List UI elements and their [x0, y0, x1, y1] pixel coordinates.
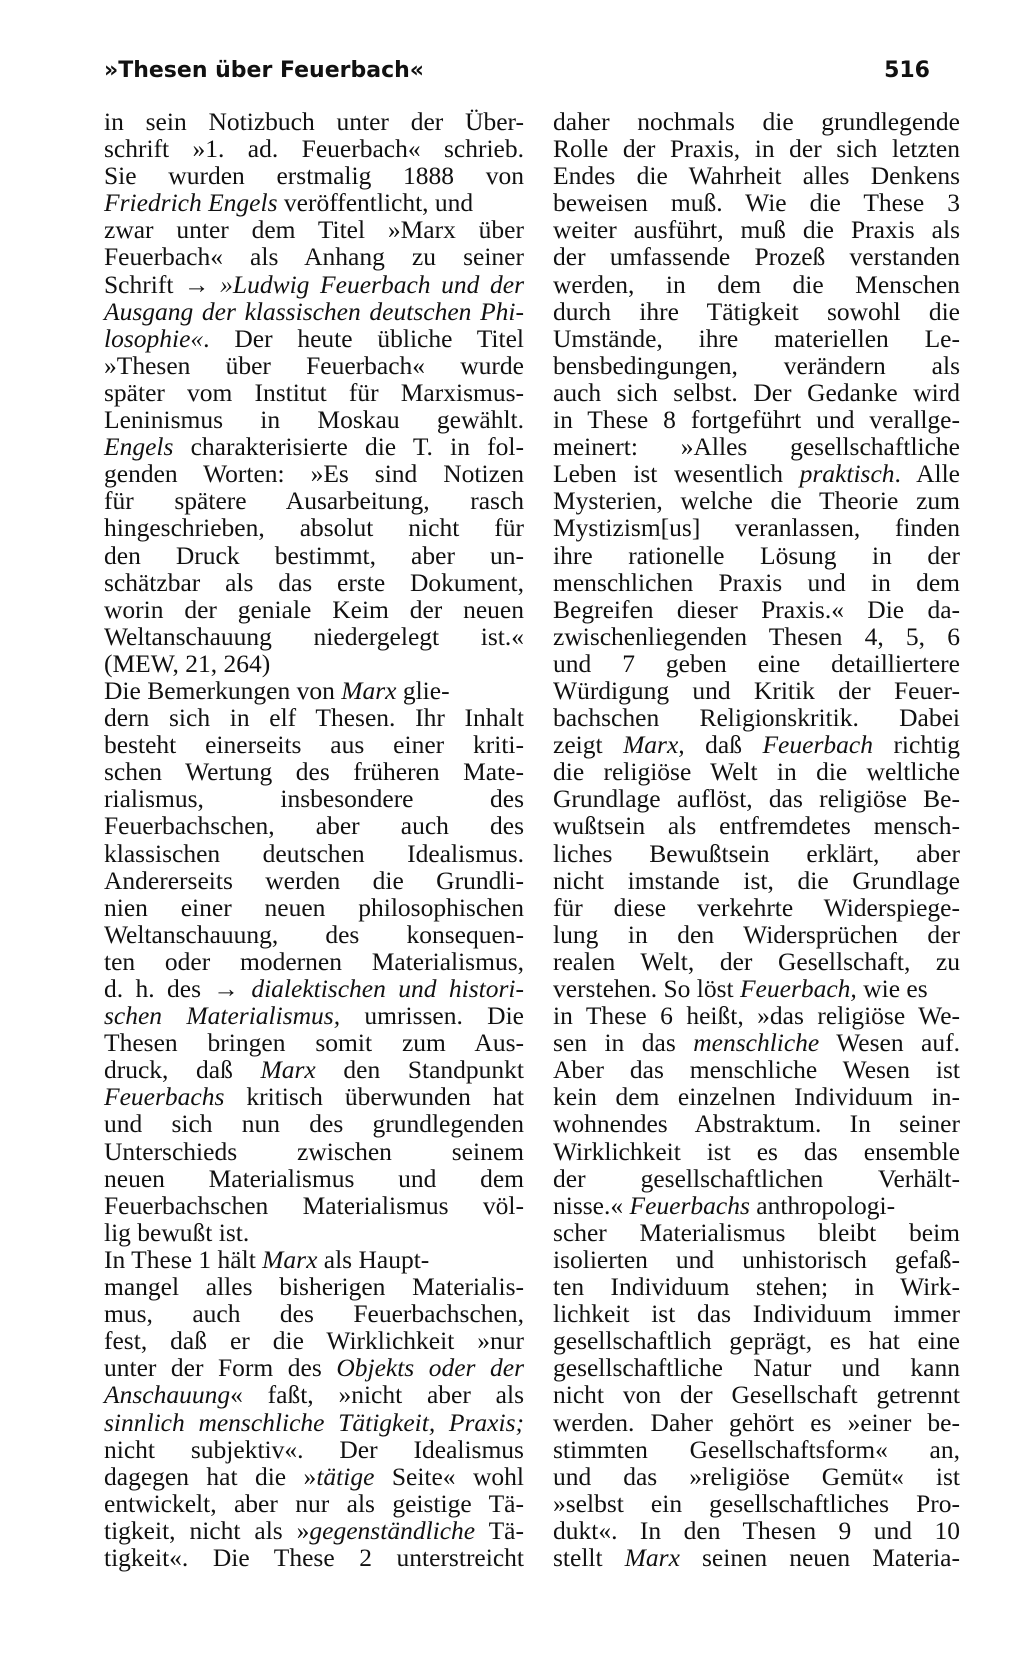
- text-line: [104, 189, 524, 216]
- text-segment: schen Wertung des früheren Mate-: [104, 757, 524, 787]
- text-line: [104, 1219, 524, 1246]
- text-segment: Endes die Wahrheit alles Denkens: [553, 161, 960, 191]
- text-line: [104, 352, 524, 379]
- text-segment: werden, in dem die Menschen: [553, 269, 960, 299]
- text-line: [553, 379, 960, 406]
- text-segment: meinert: »Alles gesellschaftliche: [553, 432, 960, 462]
- text-line: [553, 1056, 960, 1083]
- italic-text-segment: Feuerbach: [762, 730, 873, 760]
- text-segment: rialismus, insbesondere des: [104, 784, 524, 814]
- text-line: [553, 243, 960, 270]
- text-segment: . Alle: [894, 459, 960, 489]
- text-segment: scher Materialismus bleibt beim: [553, 1217, 960, 1247]
- italic-text-segment: Friedrich Engels: [104, 188, 278, 218]
- text-line: [104, 840, 524, 867]
- text-line: [104, 975, 524, 1002]
- text-line: [553, 406, 960, 433]
- text-segment: Unterschieds zwischen seinem: [104, 1136, 524, 1166]
- text-line: [553, 785, 960, 812]
- italic-text-segment: Feuerbach,: [739, 974, 857, 1003]
- text-line: [104, 812, 524, 839]
- text-segment: liches Bewußtsein erklärt, aber: [553, 838, 960, 868]
- text-line: [553, 623, 960, 650]
- text-segment: die religiöse Welt in die weltliche: [553, 757, 960, 787]
- text-segment: Thesen bringen somit zum Aus-: [104, 1028, 524, 1058]
- text-line: [553, 433, 960, 460]
- text-line: [553, 731, 960, 758]
- text-segment: bachschen Religionskritik. Dabei: [553, 703, 960, 733]
- text-line: [553, 650, 960, 677]
- italic-text-segment: Marx: [260, 1055, 316, 1085]
- text-line: [553, 1517, 960, 1544]
- text-segment: Feuerbachschen Materialismus völ-: [104, 1190, 524, 1220]
- text-line: [553, 812, 960, 839]
- text-line: [553, 1409, 960, 1436]
- text-line: [104, 162, 524, 189]
- text-segment: seinen neuen Materia-: [679, 1542, 960, 1572]
- text-segment: wohnendes Abstraktum. In seiner: [553, 1109, 960, 1139]
- text-line: [553, 975, 960, 1002]
- text-segment: stimmten Gesellschaftsform« an,: [553, 1434, 960, 1464]
- text-column-left: [104, 108, 524, 1571]
- text-segment: Feuerbachschen, aber auch des: [104, 811, 524, 841]
- text-segment: Seite« wohl: [374, 1461, 524, 1491]
- text-line: [104, 1138, 524, 1165]
- text-line: [104, 406, 524, 433]
- text-segment: lig bewußt ist.: [104, 1217, 250, 1247]
- text-line: [104, 135, 524, 162]
- text-segment: den Standpunkt: [315, 1055, 524, 1085]
- text-segment: der umfassende Prozeß verstanden: [553, 242, 960, 272]
- text-segment: tigkeit«. Die These 2 unterstreicht: [104, 1542, 524, 1572]
- text-line: [553, 1192, 960, 1219]
- italic-text-segment: »Ludwig Feuerbach und der: [220, 269, 524, 299]
- text-segment: und 7 geben eine detailliertere: [553, 648, 960, 678]
- text-segment: isolierten und unhistorisch gefaß-: [553, 1244, 960, 1274]
- text-line: [104, 271, 524, 298]
- text-segment: klassischen deutschen Idealismus.: [104, 838, 524, 868]
- text-segment: als Haupt-: [317, 1244, 430, 1274]
- text-segment: mangel alles bisherigen Materialis-: [104, 1272, 524, 1302]
- text-segment: »Thesen über Feuerbach« wurde: [104, 350, 524, 380]
- italic-text-segment: Feuerbachs: [629, 1190, 750, 1220]
- text-line: [553, 1246, 960, 1273]
- text-segment: lung in den Widersprüchen der: [553, 919, 960, 949]
- text-segment: lichkeit ist das Individuum immer: [553, 1299, 960, 1329]
- text-segment: fest, daß er die Wirklichkeit »nur: [104, 1326, 524, 1356]
- text-segment: Die Bemerkungen von: [104, 675, 342, 705]
- text-segment: gesellschaftliche Natur und kann: [553, 1353, 960, 1383]
- text-line: [553, 1138, 960, 1165]
- text-line: [104, 1327, 524, 1354]
- text-line: [104, 921, 524, 948]
- text-line: [553, 542, 960, 569]
- text-segment: glie-: [396, 675, 450, 705]
- text-line: [553, 758, 960, 785]
- page-number: 516: [884, 58, 930, 83]
- text-segment: Mystizism[us] veranlassen, finden: [553, 513, 960, 543]
- text-segment: Aber das menschliche Wesen ist: [553, 1055, 960, 1085]
- text-line: [553, 1002, 960, 1029]
- text-segment: beweisen muß. Wie die These 3: [553, 188, 960, 218]
- text-line: [104, 948, 524, 975]
- italic-text-segment: Engels: [104, 432, 174, 462]
- text-line: [104, 379, 524, 406]
- text-line: [104, 460, 524, 487]
- text-line: [553, 1083, 960, 1110]
- italic-text-segment: menschliche: [693, 1028, 820, 1058]
- text-line: [553, 1300, 960, 1327]
- text-line: [104, 704, 524, 731]
- text-line: [553, 487, 960, 514]
- text-segment: und sich nun des grundlegenden: [104, 1109, 524, 1139]
- text-segment: zwischenliegenden Thesen 4, 5, 6: [553, 621, 960, 651]
- text-line: [553, 1436, 960, 1463]
- text-segment: Sie wurden erstmalig 1888 von: [104, 161, 524, 191]
- text-line: [553, 1327, 960, 1354]
- italic-text-segment: gegenständliche: [309, 1515, 476, 1545]
- text-segment: ten Individuum stehen; in Wirk-: [553, 1272, 960, 1302]
- text-segment: ihre rationelle Lösung in der: [553, 540, 960, 570]
- italic-text-segment: Objekts oder der: [336, 1353, 524, 1383]
- text-segment: sen in das: [553, 1028, 694, 1058]
- text-segment: Grundlage auflöst, das religiöse Be-: [553, 784, 960, 814]
- text-line: [104, 1490, 524, 1517]
- italic-text-segment: Marx: [341, 675, 397, 705]
- text-segment: bensbedingungen, verändern als: [553, 350, 960, 380]
- text-segment: daher nochmals die grundlegende: [553, 107, 960, 136]
- text-segment: Umstände, ihre materiellen Le-: [553, 323, 960, 353]
- text-segment: Schrift →: [104, 269, 221, 299]
- text-line: [553, 1544, 960, 1571]
- text-line: [553, 352, 960, 379]
- text-segment: schrift »1. ad. Feuerbach« schrieb.: [104, 134, 524, 164]
- text-line: [104, 1083, 524, 1110]
- text-line: [553, 948, 960, 975]
- text-line: [104, 1381, 524, 1408]
- italic-text-segment: tätige: [316, 1461, 375, 1491]
- text-line: [104, 243, 524, 270]
- text-line: [553, 216, 960, 243]
- text-segment: Begreifen dieser Praxis.« Die da-: [553, 594, 960, 624]
- text-segment: nicht imstande ist, die Grundlage: [553, 865, 960, 895]
- text-line: [104, 731, 524, 758]
- text-segment: umrissen. Die: [340, 1001, 524, 1031]
- text-line: [104, 677, 524, 704]
- text-line: [104, 325, 524, 352]
- text-segment: anthropologi-: [749, 1190, 896, 1220]
- text-line: [104, 1165, 524, 1192]
- text-segment: Andererseits werden die Grundli-: [104, 865, 524, 895]
- text-line: [104, 867, 524, 894]
- text-line: [553, 596, 960, 623]
- italic-text-segment: Marx: [262, 1244, 318, 1274]
- text-line: [104, 1246, 524, 1273]
- text-segment: Mysterien, welche die Theorie zum: [553, 486, 960, 516]
- text-line: [553, 298, 960, 325]
- text-line: [104, 1544, 524, 1571]
- text-line: [553, 162, 960, 189]
- text-line: [104, 1056, 524, 1083]
- text-segment: nicht subjektiv«. Der Idealismus: [104, 1434, 524, 1464]
- italic-text-segment: dialektischen und histori-: [251, 974, 524, 1003]
- text-line: [104, 1409, 524, 1436]
- text-line: [553, 1381, 960, 1408]
- text-segment: besteht einerseits aus einer kriti-: [104, 730, 524, 760]
- text-line: [553, 840, 960, 867]
- text-line: [553, 921, 960, 948]
- text-segment: In These 1 hält: [104, 1244, 263, 1274]
- text-line: [553, 1354, 960, 1381]
- text-segment: hingeschrieben, absolut nicht für: [104, 513, 524, 543]
- text-segment: Feuerbach« als Anhang zu seiner: [104, 242, 524, 272]
- text-line: [553, 1165, 960, 1192]
- text-line: [104, 596, 524, 623]
- text-segment: genden Worten: »Es sind Notizen: [104, 459, 524, 489]
- text-segment: d. h. des →: [104, 974, 252, 1003]
- text-segment: richtig: [872, 730, 961, 760]
- text-segment: in sein Notizbuch unter der Über-: [104, 107, 524, 136]
- text-segment: in These 8 fortgeführt und verallge-: [553, 405, 960, 435]
- text-segment: kein dem einzelnen Individuum in-: [553, 1082, 960, 1112]
- italic-text-segment: Marx,: [623, 730, 685, 760]
- text-line: [104, 1300, 524, 1327]
- text-segment: für spätere Ausarbeitung, rasch: [104, 486, 524, 516]
- text-line: [553, 325, 960, 352]
- text-line: [553, 894, 960, 921]
- text-line: [104, 650, 524, 677]
- text-segment: realen Welt, der Gesellschaft, zu: [553, 946, 960, 976]
- text-segment: entwickelt, aber nur als geistige Tä-: [104, 1488, 524, 1518]
- text-segment: ten oder modernen Materialismus,: [104, 946, 524, 976]
- text-line: [104, 1463, 524, 1490]
- text-segment: dukt«. In den Thesen 9 und 10: [553, 1515, 960, 1545]
- text-segment: verstehen. So löst: [553, 974, 740, 1003]
- italic-text-segment: Anschauung: [104, 1380, 231, 1410]
- text-line: [104, 1273, 524, 1300]
- italic-text-segment: Feuerbachs: [104, 1082, 225, 1112]
- text-line: [553, 867, 960, 894]
- text-segment: Weltanschauung niedergelegt ist.«: [104, 621, 524, 651]
- text-line: [104, 569, 524, 596]
- text-line: [553, 1490, 960, 1517]
- text-segment: schätzbar als das erste Dokument,: [104, 567, 524, 597]
- italic-text-segment: losophie«: [104, 323, 204, 353]
- text-line: [104, 108, 524, 135]
- text-segment: Tä-: [475, 1515, 524, 1545]
- text-line: [553, 1463, 960, 1490]
- text-segment: Rolle der Praxis, in der sich letzten: [553, 134, 960, 164]
- text-line: [104, 1354, 524, 1381]
- text-line: [553, 569, 960, 596]
- text-line: [104, 487, 524, 514]
- text-segment: daß: [684, 730, 763, 760]
- text-segment: »selbst ein gesellschaftliches Pro-: [553, 1488, 960, 1518]
- text-line: [104, 758, 524, 785]
- text-segment: und das »religiöse Gemüt« ist: [553, 1461, 960, 1491]
- text-segment: durch ihre Tätigkeit sowohl die: [553, 296, 960, 326]
- text-line: [104, 298, 524, 325]
- text-line: [553, 135, 960, 162]
- text-line: [553, 108, 960, 135]
- text-segment: neuen Materialismus und dem: [104, 1163, 524, 1193]
- text-segment: (MEW, 21, 264): [104, 648, 271, 678]
- text-line: [104, 894, 524, 921]
- text-segment: dern sich in elf Thesen. Ihr Inhalt: [104, 703, 524, 733]
- text-segment: mus, auch des Feuerbachschen,: [104, 1299, 524, 1329]
- text-segment: weiter ausführt, muß die Praxis als: [553, 215, 960, 245]
- text-segment: später vom Institut für Marxismus-: [104, 377, 524, 407]
- text-line: [104, 542, 524, 569]
- text-line: [553, 189, 960, 216]
- text-segment: Leben ist wesentlich: [553, 459, 800, 489]
- text-column-right: [553, 108, 960, 1571]
- text-segment: Weltanschauung, des konsequen-: [104, 919, 524, 949]
- text-line: [104, 785, 524, 812]
- text-segment: zeigt: [553, 730, 624, 760]
- text-segment: unter der Form des: [104, 1353, 337, 1383]
- italic-text-segment: Marx: [624, 1542, 680, 1572]
- text-segment: Leninismus in Moskau gewählt.: [104, 405, 524, 435]
- text-line: [104, 216, 524, 243]
- text-line: [104, 1002, 524, 1029]
- text-line: [553, 460, 960, 487]
- text-segment: für diese verkehrte Widerspiege-: [553, 892, 960, 922]
- text-line: [553, 1273, 960, 1300]
- text-line: [104, 1436, 524, 1463]
- text-line: [553, 704, 960, 731]
- text-line: [553, 1029, 960, 1056]
- text-segment: den Druck bestimmt, aber un-: [104, 540, 524, 570]
- text-segment: wußtsein als entfremdetes mensch-: [553, 811, 960, 841]
- italic-text-segment: sinnlich menschliche Tätigkeit, Praxis;: [104, 1407, 524, 1437]
- text-line: [104, 1517, 524, 1544]
- running-title: »Thesen über Feuerbach«: [104, 58, 424, 83]
- text-line: [104, 623, 524, 650]
- text-segment: worin der geniale Keim der neuen: [104, 594, 524, 624]
- text-line: [104, 514, 524, 541]
- text-segment: kritisch überwunden hat: [224, 1082, 524, 1112]
- text-segment: tigkeit, nicht als »: [104, 1515, 310, 1545]
- text-segment: druck, daß: [104, 1055, 261, 1085]
- text-segment: der gesellschaftlichen Verhält-: [553, 1163, 960, 1193]
- text-segment: stellt: [553, 1542, 625, 1572]
- text-segment: . Der heute übliche Titel: [203, 323, 524, 353]
- text-line: [553, 677, 960, 704]
- text-segment: veröffentlicht, und: [277, 188, 474, 218]
- text-line: [104, 1029, 524, 1056]
- text-segment: werden. Daher gehört es »einer be-: [553, 1407, 960, 1437]
- italic-text-segment: praktisch: [799, 459, 895, 489]
- text-segment: « faßt, »nicht aber als: [230, 1380, 524, 1410]
- text-line: [553, 1110, 960, 1137]
- italic-text-segment: Ausgang der klassischen deutschen Phi-: [104, 296, 524, 326]
- text-segment: gesellschaftlich geprägt, es hat eine: [553, 1326, 960, 1356]
- text-line: [553, 271, 960, 298]
- text-segment: nicht von der Gesellschaft getrennt: [553, 1380, 960, 1410]
- text-line: [553, 514, 960, 541]
- text-line: [104, 1192, 524, 1219]
- text-segment: wie es: [856, 974, 928, 1003]
- text-segment: dagegen hat die »: [104, 1461, 317, 1491]
- text-segment: Wesen auf.: [819, 1028, 960, 1058]
- text-segment: auch sich selbst. Der Gedanke wird: [553, 377, 960, 407]
- text-segment: nien einer neuen philosophischen: [104, 892, 524, 922]
- text-segment: zwar unter dem Titel »Marx über: [104, 215, 524, 245]
- text-segment: in These 6 heißt, »das religiöse We-: [553, 1001, 960, 1031]
- italic-text-segment: schen Materialismus,: [104, 1001, 341, 1031]
- text-line: [104, 1110, 524, 1137]
- text-segment: nisse.«: [553, 1190, 630, 1220]
- text-segment: Würdigung und Kritik der Feuer-: [553, 675, 960, 705]
- text-segment: Wirklichkeit ist es das ensemble: [553, 1136, 960, 1166]
- text-line: [553, 1219, 960, 1246]
- text-segment: charakterisierte die T. in fol-: [173, 432, 524, 462]
- text-segment: menschlichen Praxis und in dem: [553, 567, 960, 597]
- text-line: [104, 433, 524, 460]
